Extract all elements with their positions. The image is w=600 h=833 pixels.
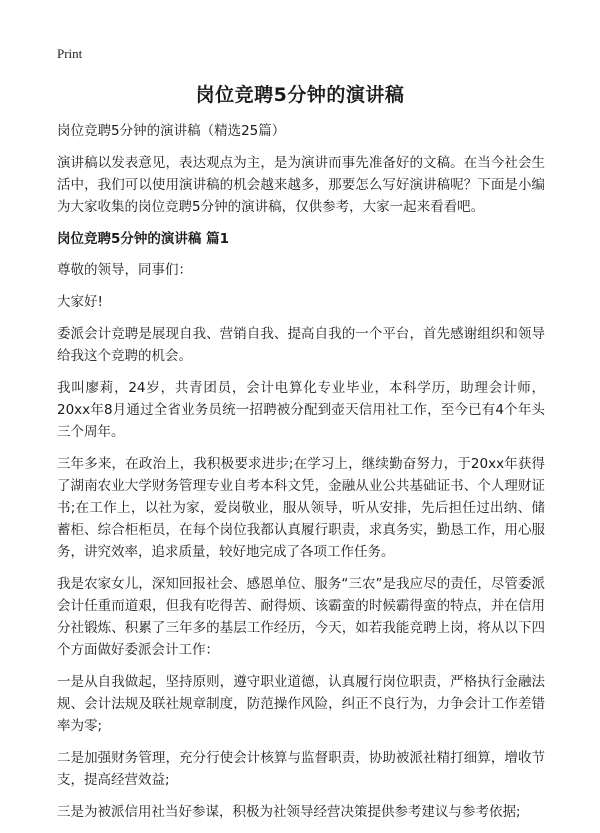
paragraph-hello: 大家好! [57,294,103,310]
paragraph: 三是为被派信用社当好参谋，积极为社领导经营决策提供参考建议与参考依据; [57,804,521,820]
section-heading: 岗位竞聘5分钟的演讲稿 篇1 [57,231,229,247]
paragraph: 二是加强财务管理，充分行使会计核算与监督职责，协助被派社精打细算，增收节支，提高经营效益; [57,750,545,788]
intro-paragraph: 演讲稿以发表意见，表达观点为主，是为演讲而事先准备好的文稿。在当今社会生活中，我们可以使用演讲稿的机会越来越多，那要怎么写好演讲稿呢？下面是小编为大家收集的岗位竞聘5分钟的演讲稿，仅供参考，大家一起来看看吧。 [57,155,545,215]
paragraph: 三年多来，在政治上，我积极要求进步;在学习上，继续勤奋努力，于20xx年获得了湖南农业大学财务管理专业自考本科文凭，金融从业公共基础证书、个人理财证书;在工作上，以社为家，爱岗敬业，服从领导，听从安排，先后担任过出纳、储蓄柜、综合柜柜员，在每个岗位我都认真履行职责，求真务实，勤恳工作，用心服务，讲究效率，追求质量，较好地完成了各项工作任务。 [57,456,545,560]
page-title: 岗位竞聘5分钟的演讲稿 [195,84,405,106]
paragraph: 我是农家女儿，深知回报社会、感恩单位、服务“三农”是我应尽的责任，尽管委派会计任重而道艰，但我有吃得苦、耐得烦、该霸蛮的时候霸得蛮的特点，并在信用分社锻炼、积累了三年多的基层工作经历，今天，如若我能竞聘上岗，将从以下四个方面做好委派会计工作： [57,576,545,658]
document-body [57,120,545,833]
paragraph-greeting: 尊敬的领导，同事们： [57,262,192,278]
paragraph: 委派会计竞聘是展现自我、营销自我、提高自我的一个平台，首先感谢组织和领导给我这个竞聘的机会。 [57,326,545,364]
paragraph: 我叫廖莉，24岁，共青团员，会计电算化专业毕业，本科学历，助理会计师，20xx年8月通过全省业务员统一招聘被分配到壶天信用社工作，至今已有4个年头三个周年。 [57,380,545,440]
paragraph: 一是从自我做起，坚持原则，遵守职业道德，认真履行岗位职责，严格执行金融法规、会计法规及联社规章制度，防范操作风险，纠正不良行为，力争会计工作差错率为零; [57,674,545,734]
print-link[interactable]: Print [57,46,83,61]
document-subtitle: 岗位竞聘5分钟的演讲稿（精选25篇） [57,123,286,139]
